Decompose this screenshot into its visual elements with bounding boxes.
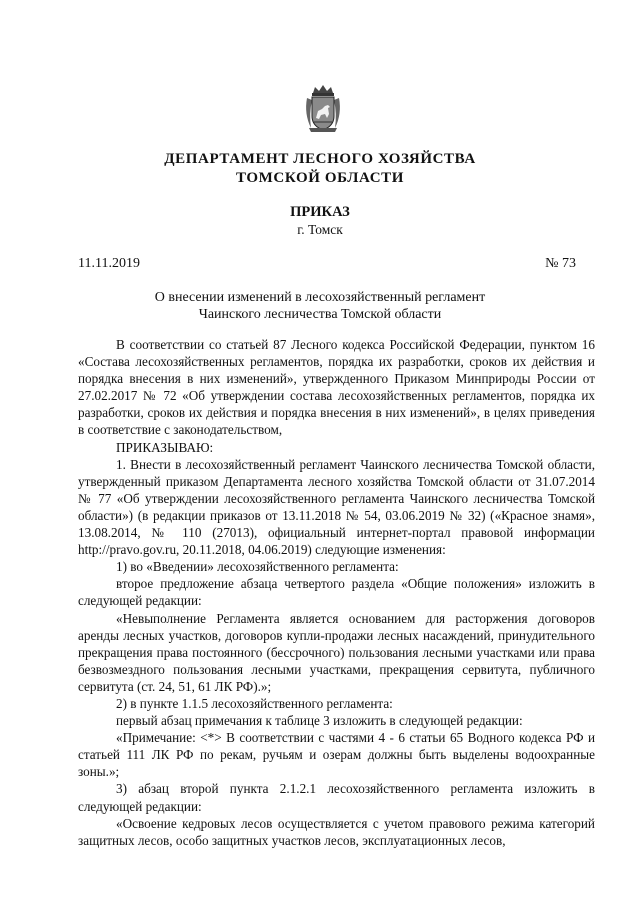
city: г. Томск [297, 222, 343, 237]
document-body [78, 336, 595, 849]
clause-1-3-quote: «Освоение кедровых лесов осуществляется с учетом правового режима категорий защитных лесов, особо защитных участков лесов, эксплуатационных лесов, [78, 815, 595, 848]
order-keyword: ПРИКАЗЫВАЮ: [116, 439, 214, 455]
subject-line1: О внесении изменений в лесохозяйственный регламент [154, 290, 486, 305]
department-name-line2: ТОМСКОЙ ОБЛАСТИ [235, 170, 405, 186]
department-name-line1: ДЕПАРТАМЕНТ ЛЕСНОГО ХОЗЯЙСТВА [164, 151, 476, 167]
clause-1-3: 3) абзац второй пункта 2.1.2.1 лесохозяйственного регламента изложить в следующей редакции: [78, 781, 595, 814]
doc-type-title: ПРИКАЗ [290, 204, 350, 220]
subject-line2: Чаинского лесничества Томской области [198, 307, 442, 322]
clause-1-2-text: первый абзац примечания к таблице 3 изложить в следующей редакции: [116, 713, 523, 729]
clause-1-1-quote: «Невыполнение Регламента является основанием для расторжения договоров аренды лесных участков, договоров купли-продажи лесных насаждений, принудительного прекращения права постоянного (бессрочного) пользования лесными участками или права безвозмездного пользования лесными участками, прекращения сервитута, публичного сервитута (ст. 24, 51, 61 ЛК РФ).»; [78, 610, 595, 694]
coat-of-arms-icon [303, 84, 343, 134]
order-date: 11.11.2019 [78, 256, 140, 271]
order-number: № 73 [545, 256, 576, 271]
preamble-paragraph: В соответствии со статьей 87 Лесного кодекса Российской Федерации, пунктом 16 «Состава лесохозяйственных регламентов, порядка их разработки, сроков их действия и порядка внесения в них изменений», утвержденного Приказом Минприроды России от 27.02.2017 № 72 «Об утверждении состава лесохозяйственных регламентов, порядка их разработки, сроков их действия и порядка внесения в них изменений», в целях приведения в соответствие с законодательством, [78, 337, 595, 438]
clause-1-2: 2) в пункте 1.1.5 лесохозяйственного регламента: [116, 695, 393, 711]
clause-1-2-quote: «Примечание: <*> В соответствии с частями 4 - 6 статьи 65 Водного кодекса РФ и статьей 111 ЛК РФ по рекам, ручьям и озерам должны быть выделены водоохранные зоны.»; [78, 730, 595, 780]
clause-1-1-text: второе предложение абзаца четвертого раздела «Общие положения» изложить в следующей редакции: [78, 576, 595, 609]
clause-1-1: 1) во «Введении» лесохозяйственного регламента: [116, 559, 399, 575]
clause-1: 1. Внести в лесохозяйственный регламент Чаинского лесничества Томской области, утвержденный приказом Департамента лесного хозяйства Томской области от 31.07.2014 № 77 «Об утверждении лесохозяйственного регламента Чаинского лесничества Томской области») (в редакции приказов от 13.11.2018 № 54, 03.06.2019 № 32) («Красное знамя», 13.08.2014, № 110 (27013), официальный интернет-портал правовой информации http://pravo.gov.ru, 20.11.2018, 04.06.2019) следующие изменения: [78, 456, 595, 558]
